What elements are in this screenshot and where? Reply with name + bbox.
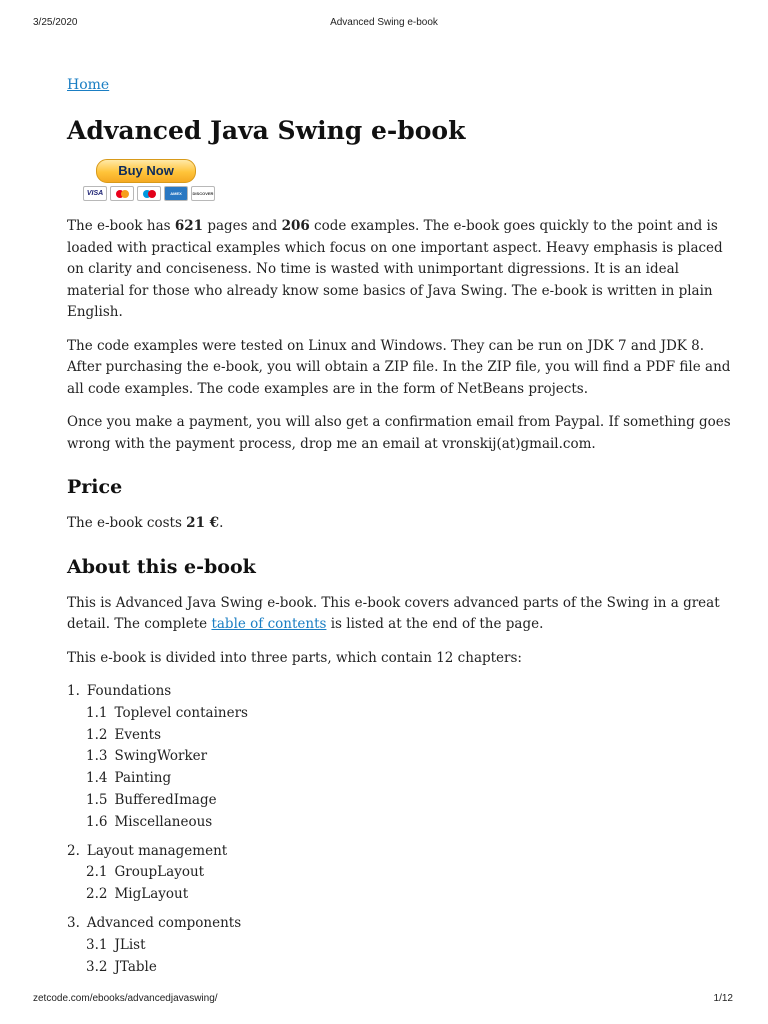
chapter-number: 1.1	[86, 704, 108, 721]
buy-now-button[interactable]: Buy Now	[96, 159, 196, 183]
chapter-list	[67, 703, 737, 834]
price-amount: 21 €	[186, 515, 220, 531]
intro-paragraph-2: The code examples were tested on Linux and Windows. They can be run on JDK 7 and JDK 8. After purchasing the e-book, you will obtain a ZIP file. In the ZIP file, you will find a PDF file and all code examples. The code examples are in the form of NetBeans projects.	[67, 337, 731, 397]
intro-paragraph-3: Once you make a payment, you will also get a confirmation email from Paypal. If something goes wrong with the payment process, drop me an email at vronskij(at)gmail.com.	[67, 414, 731, 452]
visa-card-icon: VISA	[83, 186, 107, 201]
chapter-item	[86, 935, 737, 957]
chapter-number: 2.2	[86, 886, 108, 903]
main-content	[67, 74, 737, 985]
part-item	[67, 681, 737, 834]
part-number: 3.	[67, 914, 80, 931]
price-text: .	[219, 515, 224, 531]
maestro-card-icon	[137, 186, 161, 201]
chapter-list	[67, 862, 737, 906]
price-text: The e-book costs	[67, 515, 187, 531]
chapter-item	[86, 725, 737, 747]
part-label: Foundations	[86, 683, 172, 699]
chapter-title: JList	[114, 936, 146, 953]
print-header	[0, 17, 768, 33]
print-date: 3/25/2020	[33, 17, 78, 28]
intro-text: pages and	[203, 218, 282, 234]
part-label: Layout management	[86, 842, 228, 859]
chapter-number: 3.1	[86, 936, 108, 953]
chapter-item	[86, 862, 737, 884]
toc-link[interactable]: table of contents	[211, 616, 327, 632]
chapter-title: Painting	[114, 770, 172, 787]
amex-card-icon: AMEX	[164, 186, 188, 201]
print-footer	[0, 993, 768, 1009]
example-count: 206	[281, 218, 310, 234]
chapter-number: 1.2	[86, 726, 108, 743]
chapter-number: 3.2	[86, 958, 108, 975]
home-link[interactable]: Home	[67, 77, 110, 93]
chapter-title: Miscellaneous	[114, 813, 213, 830]
part-item	[67, 841, 737, 906]
print-page-number: 1/12	[713, 993, 733, 1004]
part-title	[67, 841, 737, 863]
chapter-title: JTable	[114, 958, 157, 975]
chapter-title: BufferedImage	[114, 791, 217, 808]
chapter-title: GroupLayout	[114, 864, 205, 881]
intro-text: The e-book has	[67, 218, 175, 234]
parts-list	[67, 681, 737, 978]
price-heading: Price	[67, 476, 123, 498]
chapter-number: 1.4	[86, 770, 108, 787]
about-paragraph-2: This e-book is divided into three parts, which contain 12 chapters:	[67, 649, 522, 666]
chapter-item	[86, 768, 737, 790]
print-title: Advanced Swing e-book	[330, 17, 438, 28]
about-heading: About this e-book	[67, 555, 256, 578]
paypal-buy-widget	[83, 158, 223, 204]
chapter-list	[67, 935, 737, 979]
part-title	[67, 681, 737, 703]
chapter-item	[86, 812, 737, 834]
price-paragraph	[67, 513, 737, 535]
about-text: This is Advanced Java Swing e-book. This e-book covers advanced parts of the Swing in a great detail. The complete	[67, 594, 720, 632]
part-number: 2.	[67, 842, 80, 859]
chapter-item	[86, 746, 737, 768]
part-item	[67, 913, 737, 978]
chapter-title: Toplevel containers	[114, 704, 248, 721]
page-count: 621	[174, 218, 204, 234]
part-label: Advanced components	[86, 914, 242, 931]
chapter-number: 2.1	[86, 864, 108, 881]
chapter-item	[86, 957, 737, 979]
print-url: zetcode.com/ebooks/advancedjavaswing/	[33, 993, 218, 1004]
intro-paragraph-1	[67, 216, 737, 324]
chapter-number: 1.6	[86, 813, 108, 830]
page-title: Advanced Java Swing e-book	[67, 116, 466, 145]
chapter-title: Events	[114, 726, 162, 743]
chapter-title: SwingWorker	[114, 748, 208, 765]
chapter-item	[86, 884, 737, 906]
payment-cards	[83, 186, 215, 201]
chapter-number: 1.3	[86, 748, 108, 765]
mastercard-card-icon	[110, 186, 134, 201]
chapter-item	[86, 790, 737, 812]
chapter-item	[86, 703, 737, 725]
discover-card-icon: DISCOVER	[191, 186, 215, 201]
chapter-title: MigLayout	[114, 886, 189, 903]
part-title	[67, 913, 737, 935]
intro-text: code examples. The e-book goes quickly to the point and is loaded with practical examples which focus on one important aspect. Heavy emphasis is placed on clarity and conciseness. No time is wasted with unimportant digressions. It is an ideal material for those who already know some basics of Java Swing. The e-book is written in plain English.	[67, 218, 723, 320]
chapter-number: 1.5	[86, 791, 108, 808]
part-number: 1.	[67, 683, 80, 699]
about-text: is listed at the end of the page.	[326, 616, 544, 632]
about-paragraph-1	[67, 593, 737, 636]
